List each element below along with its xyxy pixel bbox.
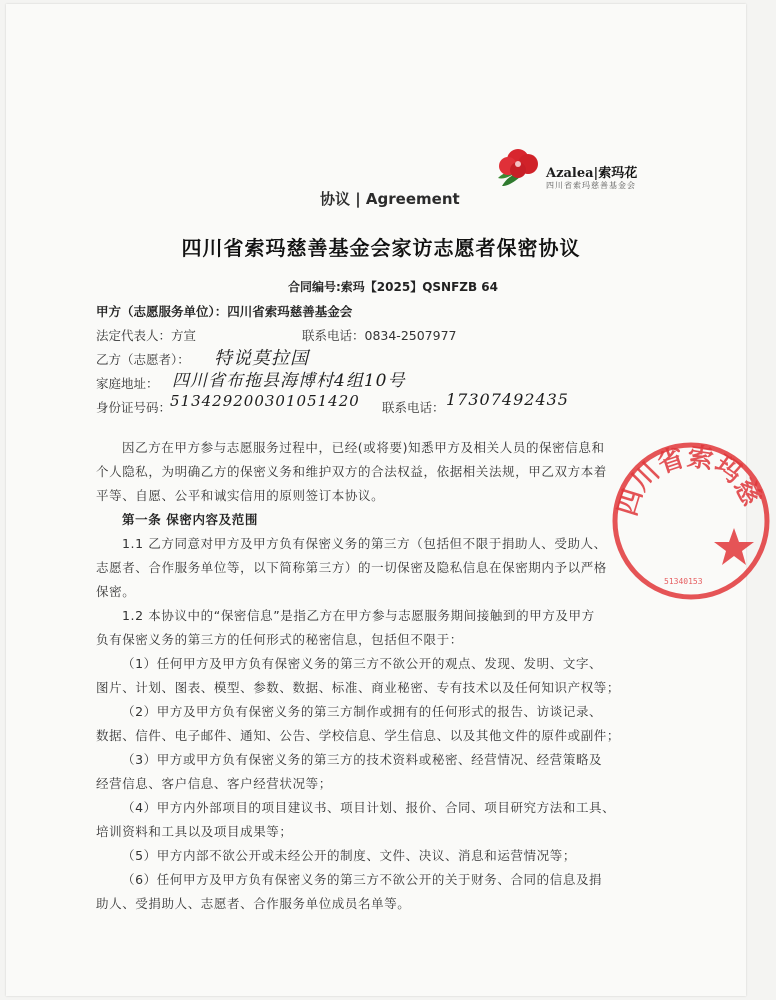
clause-line: 保密。	[96, 584, 136, 599]
clause-line: （6）任何甲方及甲方负有保密义务的第三方不欲公开的关于财务、合同的信息及捐	[122, 872, 603, 887]
document-page	[6, 4, 767, 996]
clause-line: 助人、受捐助人、志愿者、合作服务单位成员名单等。	[96, 896, 411, 911]
party-b-label: 乙方（志愿者）：	[96, 352, 190, 367]
clause-line: 经营信息、客户信息、客户经营状况等；	[96, 776, 332, 791]
logo-brand-en: Azalea	[546, 166, 594, 181]
intro-line: 平等、自愿、公平和诚实信用的原则签订本协议。	[96, 488, 385, 503]
logo-org-name: 四川省索玛慈善基金会	[546, 181, 636, 190]
party-a: 甲方（志愿服务单位）：四川省索玛慈善基金会	[96, 304, 353, 319]
clause-line: 图片、计划、图表、模型、参数、数据、标准、商业秘密、专有技术以及任何知识产权等；	[96, 680, 621, 695]
clause-line: （2）甲方及甲方负有保密义务的第三方制作或拥有的任何形式的报告、访谈记录、	[122, 704, 603, 719]
address-label: 家庭地址：	[96, 376, 159, 391]
intro-line: 个人隐私，为明确乙方的保密义务和维护双方的合法权益，依据相关法规，甲乙双方本着	[96, 464, 607, 479]
logo-brand-cn: 索玛花	[598, 166, 638, 181]
party-b-name-handwritten: 特说莫拉国	[214, 348, 309, 369]
clause-line: 志愿者、合作服务单位等，以下简称第三方）的一切保密及隐私信息在保密期内予以严格	[96, 560, 607, 575]
legal-representative: 法定代表人：方宣	[96, 328, 197, 343]
clause-line: 培训资料和工具以及项目成果等；	[96, 824, 293, 839]
agreement-header-title: 协议 | Agreement	[320, 190, 460, 208]
clause-line: 1.1 乙方同意对甲方及甲方负有保密义务的第三方（包括但不限于捐助人、受助人、	[122, 536, 607, 551]
section-1-title: 第一条 保密内容及范围	[122, 512, 258, 527]
clause-line: 负有保密义务的第三方的任何形式的秘密信息，包括但不限于：	[96, 632, 463, 647]
clause-line: 数据、信件、电子邮件、通知、公告、学校信息、学生信息、以及其他文件的原件或副件；	[96, 728, 621, 743]
contract-number: 合同编号:索玛【2025】QSNFZB 64	[288, 280, 499, 294]
id-number-handwritten: 513429200301051420	[170, 392, 360, 410]
clause-line: （1）任何甲方及甲方负有保密义务的第三方不欲公开的观点、发现、发明、文字、	[122, 656, 603, 671]
clause-line: （4）甲方内外部项目的项目建议书、项目计划、报价、合同、项目研究方法和工具、	[122, 800, 616, 815]
clause-line: （5）甲方内部不欲公开或未经公开的制度、文件、决议、消息和运营情况等；	[122, 848, 576, 863]
intro-line: 因乙方在甲方参与志愿服务过程中，已经(或将要)知悉甲方及相关人员的保密信息和	[122, 440, 605, 455]
party-b-phone-label: 联系电话：	[382, 400, 445, 415]
address-handwritten: 四川省布拖县海博村4组10号	[172, 371, 406, 391]
party-a-phone: 联系电话：0834-2507977	[302, 328, 457, 343]
seal-text: 四川省索玛慈	[612, 441, 767, 520]
clause-line: （3）甲方或甲方负有保密义务的第三方的技术资料或秘密、经营情况、经营策略及	[122, 752, 603, 767]
id-number-label: 身份证号码：	[96, 400, 172, 415]
document-title: 四川省索玛慈善基金会家访志愿者保密协议	[181, 236, 581, 260]
agreement-header	[174, 180, 604, 220]
red-seal-stamp	[606, 436, 776, 606]
svg-text:四川省索玛慈	[613, 442, 768, 519]
logo-brand: Azalea|索玛花	[546, 166, 638, 181]
seal-code: 51340153	[664, 577, 703, 586]
clause-line: 1.2 本协议中的“保密信息”是指乙方在甲方参与志愿服务期间接触到的甲方及甲方	[122, 608, 595, 623]
party-b-phone-handwritten: 17307492435	[446, 390, 569, 409]
